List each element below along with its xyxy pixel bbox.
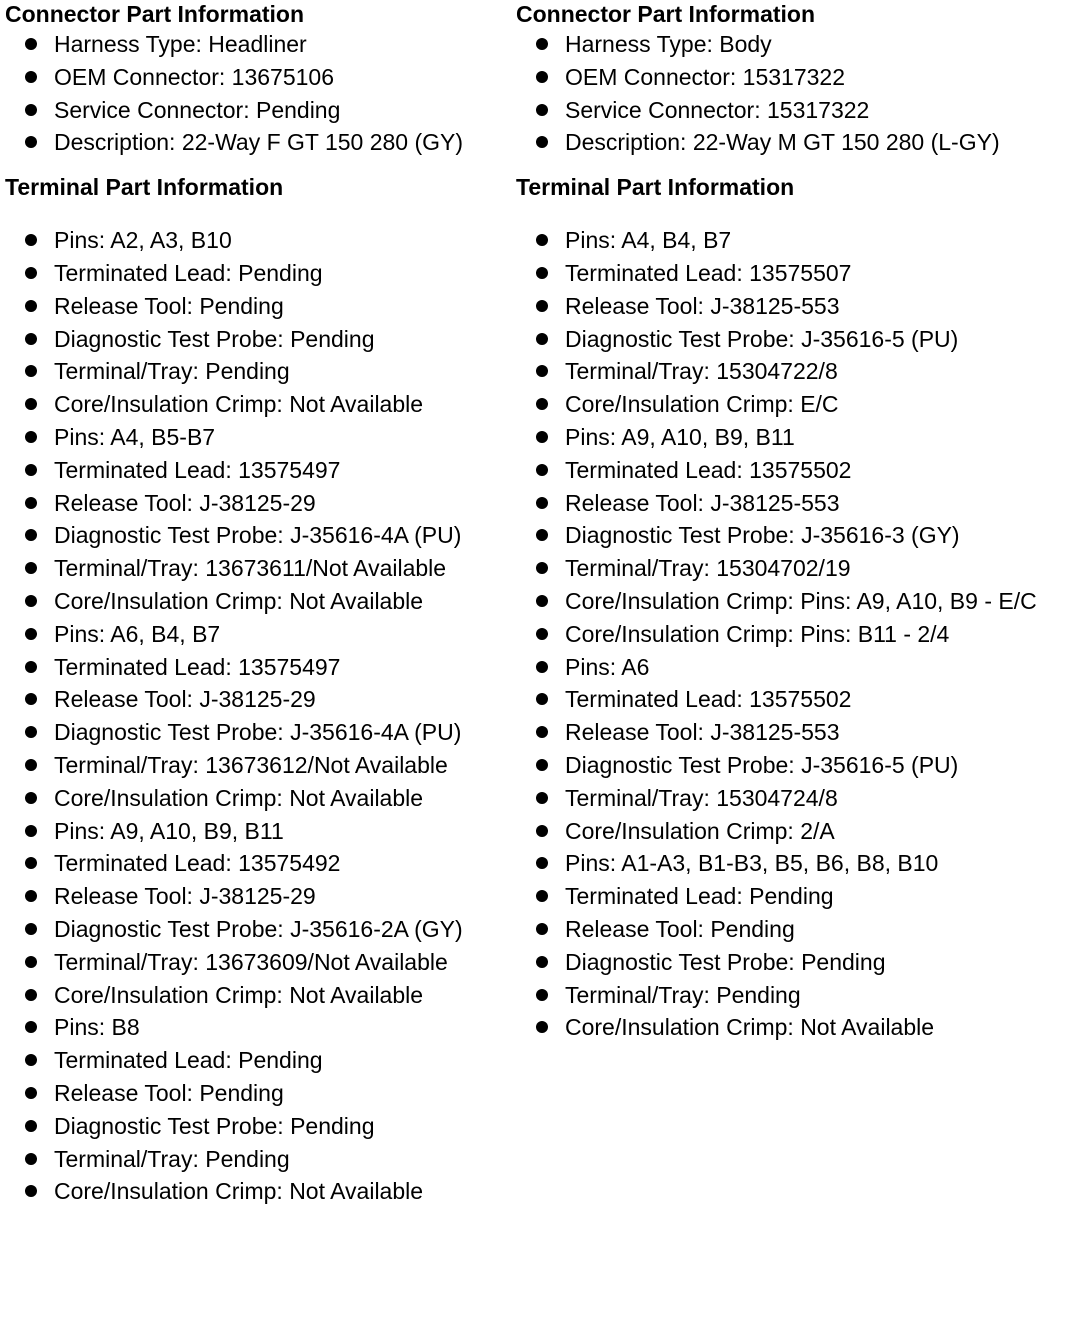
terminal-info-item: Terminated Lead: Pending: [5, 1044, 510, 1077]
terminal-info-item: Diagnostic Test Probe: J-35616-2A (GY): [5, 913, 510, 946]
terminal-group: [5, 224, 510, 421]
terminal-info-item: Release Tool: J-38125-29: [5, 683, 510, 716]
terminal-groups: [516, 224, 1088, 1044]
terminal-info-item: Core/Insulation Crimp: Not Available: [5, 782, 510, 815]
terminal-info-item: Terminal/Tray: 13673611/Not Available: [5, 552, 510, 585]
terminal-info-item: Pins: A6, B4, B7: [5, 618, 510, 651]
terminal-info-item: Diagnostic Test Probe: J-35616-3 (GY): [516, 519, 1088, 552]
terminal-info-item: Diagnostic Test Probe: J-35616-4A (PU): [5, 716, 510, 749]
terminal-info-item: Pins: A2, A3, B10: [5, 224, 510, 257]
terminal-info-item: Diagnostic Test Probe: Pending: [5, 323, 510, 356]
terminal-info-item: Terminated Lead: Pending: [516, 880, 1088, 913]
terminal-group: [5, 815, 510, 1012]
terminal-groups: [5, 224, 510, 1208]
terminal-info-item: Core/Insulation Crimp: Not Available: [5, 979, 510, 1012]
terminal-info-item: Core/Insulation Crimp: 2/A: [516, 815, 1088, 848]
terminal-info-item: Release Tool: J-38125-29: [5, 880, 510, 913]
terminal-info-item: Core/Insulation Crimp: Not Available: [5, 1175, 510, 1208]
connector-info-item: Service Connector: 15317322: [516, 94, 1088, 127]
connector-info-item: Service Connector: Pending: [5, 94, 510, 127]
terminal-info-item: Pins: A4, B5-B7: [5, 421, 510, 454]
terminal-info-item: Release Tool: Pending: [516, 913, 1088, 946]
terminal-info-item: Core/Insulation Crimp: Not Available: [5, 585, 510, 618]
terminal-info-item: Diagnostic Test Probe: J-35616-5 (PU): [516, 749, 1088, 782]
connector-info-list: [5, 28, 510, 159]
terminal-info-item: Release Tool: J-38125-553: [516, 487, 1088, 520]
terminal-info-item: Pins: A9, A10, B9, B11: [516, 421, 1088, 454]
terminal-info-item: Core/Insulation Crimp: E/C: [516, 388, 1088, 421]
connector-part-heading: Connector Part Information: [516, 1, 816, 27]
terminal-info-item: Terminal/Tray: Pending: [516, 979, 1088, 1012]
terminal-info-item: Pins: A9, A10, B9, B11: [5, 815, 510, 848]
terminal-info-item: Release Tool: J-38125-29: [5, 487, 510, 520]
left-column: [5, 0, 510, 1208]
terminal-info-item: Diagnostic Test Probe: J-35616-5 (PU): [516, 323, 1088, 356]
terminal-info-item: Terminated Lead: 13575497: [5, 454, 510, 487]
connector-info-item: OEM Connector: 13675106: [5, 61, 510, 94]
terminal-info-item: Diagnostic Test Probe: J-35616-4A (PU): [5, 519, 510, 552]
terminal-info-item: Core/Insulation Crimp: Pins: A9, A10, B9 - E/C: [516, 585, 1088, 618]
terminal-info-item: Pins: B8: [5, 1011, 510, 1044]
right-column: [516, 0, 1088, 1044]
terminal-info-item: Terminal/Tray: 13673612/Not Available: [5, 749, 510, 782]
terminal-info-item: Terminated Lead: 13575502: [516, 454, 1088, 487]
terminal-info-item: Terminal/Tray: 15304724/8: [516, 782, 1088, 815]
connector-info-item: Harness Type: Headliner: [5, 28, 510, 61]
terminal-group: [516, 224, 1088, 421]
terminal-info-item: Core/Insulation Crimp: Not Available: [516, 1011, 1088, 1044]
terminal-info-item: Terminal/Tray: Pending: [5, 1143, 510, 1176]
connector-info-list: [516, 28, 1088, 159]
terminal-info-item: Release Tool: J-38125-553: [516, 290, 1088, 323]
terminal-info-item: Pins: A4, B4, B7: [516, 224, 1088, 257]
terminal-info-item: Core/Insulation Crimp: Pins: B11 - 2/4: [516, 618, 1088, 651]
terminal-info-item: Diagnostic Test Probe: Pending: [516, 946, 1088, 979]
terminal-info-item: Pins: A6: [516, 651, 1088, 684]
connector-part-heading: Connector Part Information: [5, 1, 305, 27]
terminal-info-item: Release Tool: J-38125-553: [516, 716, 1088, 749]
terminal-part-heading: Terminal Part Information: [516, 174, 795, 201]
terminal-info-item: Terminated Lead: 13575507: [516, 257, 1088, 290]
connector-info-item: Description: 22-Way F GT 150 280 (GY): [5, 126, 510, 159]
terminal-info-item: Core/Insulation Crimp: Not Available: [5, 388, 510, 421]
terminal-info-item: Terminated Lead: Pending: [5, 257, 510, 290]
connector-info-item: Harness Type: Body: [516, 28, 1088, 61]
terminal-group: [5, 1011, 510, 1208]
terminal-group: [516, 847, 1088, 1044]
terminal-info-item: Pins: A1-A3, B1-B3, B5, B6, B8, B10: [516, 847, 1088, 880]
terminal-info-item: Terminal/Tray: 13673609/Not Available: [5, 946, 510, 979]
terminal-info-item: Release Tool: Pending: [5, 1077, 510, 1110]
terminal-group: [516, 651, 1088, 848]
terminal-info-item: Terminal/Tray: 15304722/8: [516, 355, 1088, 388]
terminal-info-item: Diagnostic Test Probe: Pending: [5, 1110, 510, 1143]
connector-info-item: Description: 22-Way M GT 150 280 (L-GY): [516, 126, 1088, 159]
terminal-group: [5, 618, 510, 815]
terminal-info-item: Terminated Lead: 13575492: [5, 847, 510, 880]
terminal-info-item: Terminal/Tray: 15304702/19: [516, 552, 1088, 585]
terminal-group: [5, 421, 510, 618]
terminal-info-item: Terminated Lead: 13575502: [516, 683, 1088, 716]
terminal-part-heading: Terminal Part Information: [5, 174, 284, 201]
terminal-info-item: Terminated Lead: 13575497: [5, 651, 510, 684]
terminal-info-item: Terminal/Tray: Pending: [5, 355, 510, 388]
terminal-info-item: Release Tool: Pending: [5, 290, 510, 323]
connector-info-item: OEM Connector: 15317322: [516, 61, 1088, 94]
terminal-group: [516, 421, 1088, 651]
